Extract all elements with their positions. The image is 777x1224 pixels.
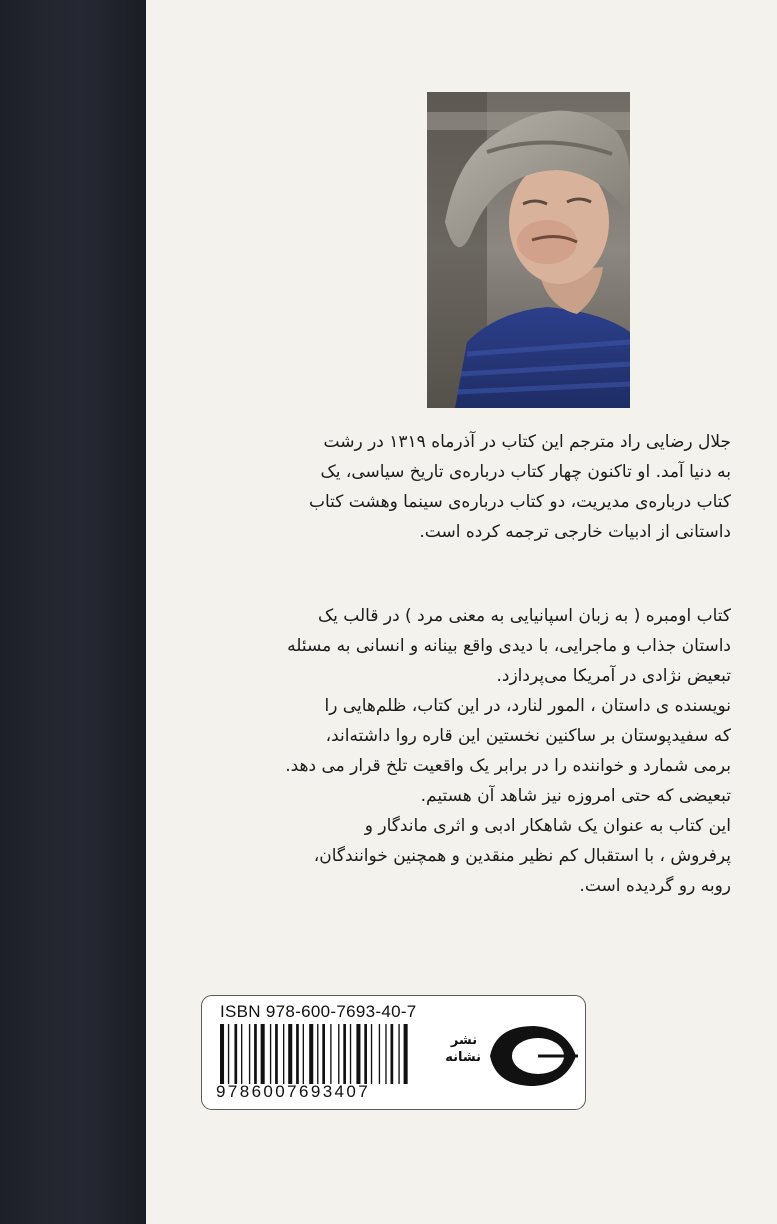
translator-bio: [186, 427, 731, 547]
barcode-bar: [309, 1024, 313, 1084]
barcode-bars: [220, 1024, 432, 1084]
book-description: [186, 601, 731, 901]
barcode-bar: [322, 1024, 325, 1084]
description-line: داستان جذاب و ماجرایی، با دیدی واقع بینانه و انسانی به مسئله: [287, 636, 731, 656]
isbn-label: ISBN 978-600-7693-40-7: [220, 1002, 417, 1021]
barcode-bar: [241, 1024, 242, 1084]
barcode-bar: [275, 1024, 278, 1084]
barcode-bar: [343, 1024, 346, 1084]
description-line: پرفروش ، با استقبال کم نظیر منقدین و همچنین خوانندگان،: [313, 846, 731, 866]
bio-line: داستانی از ادبیات خارجی ترجمه کرده است.: [419, 522, 731, 542]
barcode-bar: [385, 1024, 386, 1084]
barcode-bar: [303, 1024, 304, 1084]
description-line: کتاب اومبره ( به زبان اسپانیایی به معنی مرد ) در قالب یک: [317, 606, 731, 626]
barcode-bar: [228, 1024, 229, 1084]
barcode-bar: [356, 1024, 360, 1084]
barcode-bar: [391, 1024, 394, 1084]
description-line: تبعیضی که حتی امروزه نیز شاهد آن هستیم.: [420, 786, 731, 806]
barcode-bar: [317, 1024, 318, 1084]
bio-line: کتاب درباره‌ی مدیریت، دو کتاب درباره‌ی سینما وهشت کتاب: [308, 492, 731, 512]
barcode-bar: [330, 1024, 331, 1084]
publisher-logo-line1: نشر: [450, 1033, 478, 1048]
description-line: نویسنده ی داستان ، المور لنارد، در این کتاب، ظلم‌هایی را: [324, 696, 731, 716]
barcode-bar: [404, 1024, 408, 1084]
description-line: روبه رو گردیده است.: [579, 876, 731, 896]
barcode-bar: [364, 1024, 367, 1084]
author-photo: [427, 92, 630, 408]
barcode-bar: [254, 1024, 257, 1084]
barcode-bar: [371, 1024, 372, 1084]
barcode-bar: [296, 1024, 299, 1084]
barcode-bar: [249, 1024, 250, 1084]
publisher-name: [447, 1032, 481, 1066]
barcode-bar: [270, 1024, 271, 1084]
barcode-bar: [398, 1024, 399, 1084]
barcode-bar: [283, 1024, 284, 1084]
barcode-bar: [234, 1024, 237, 1084]
barcode-bar: [261, 1024, 265, 1084]
bio-line: به دنیا آمد. او تاکنون چهار کتاب درباره‌ی تاریخ سیاسی، یک: [320, 462, 731, 482]
description-line: این کتاب به عنوان یک شاهکار ادبی و اثری ماندگار و: [364, 816, 731, 836]
author-portrait-icon: [427, 92, 630, 408]
bio-line: جلال رضایی راد مترجم این کتاب در آذرماه ۱۳۱۹ در رشت: [323, 432, 731, 452]
book-spine: [0, 0, 146, 1224]
barcode-bar: [288, 1024, 292, 1084]
barcode-bar: [338, 1024, 339, 1084]
description-line: برمی شمارد و خواننده را در برابر یک واقعیت تلخ قرار می دهد.: [285, 756, 731, 776]
barcode-digits: 9786007693407: [216, 1082, 371, 1101]
barcode-bar: [379, 1024, 380, 1084]
publisher-logo-line2: نشانه: [445, 1050, 481, 1065]
description-line: که سفیدپوستان بر ساکنین نخستین این قاره روا داشته‌اند،: [325, 726, 731, 746]
barcode-bar: [350, 1024, 351, 1084]
barcode-bar: [220, 1024, 224, 1084]
barcode-card: [201, 995, 586, 1110]
description-line: تبعیض نژادی در آمریکا می‌پردازد.: [496, 666, 731, 686]
